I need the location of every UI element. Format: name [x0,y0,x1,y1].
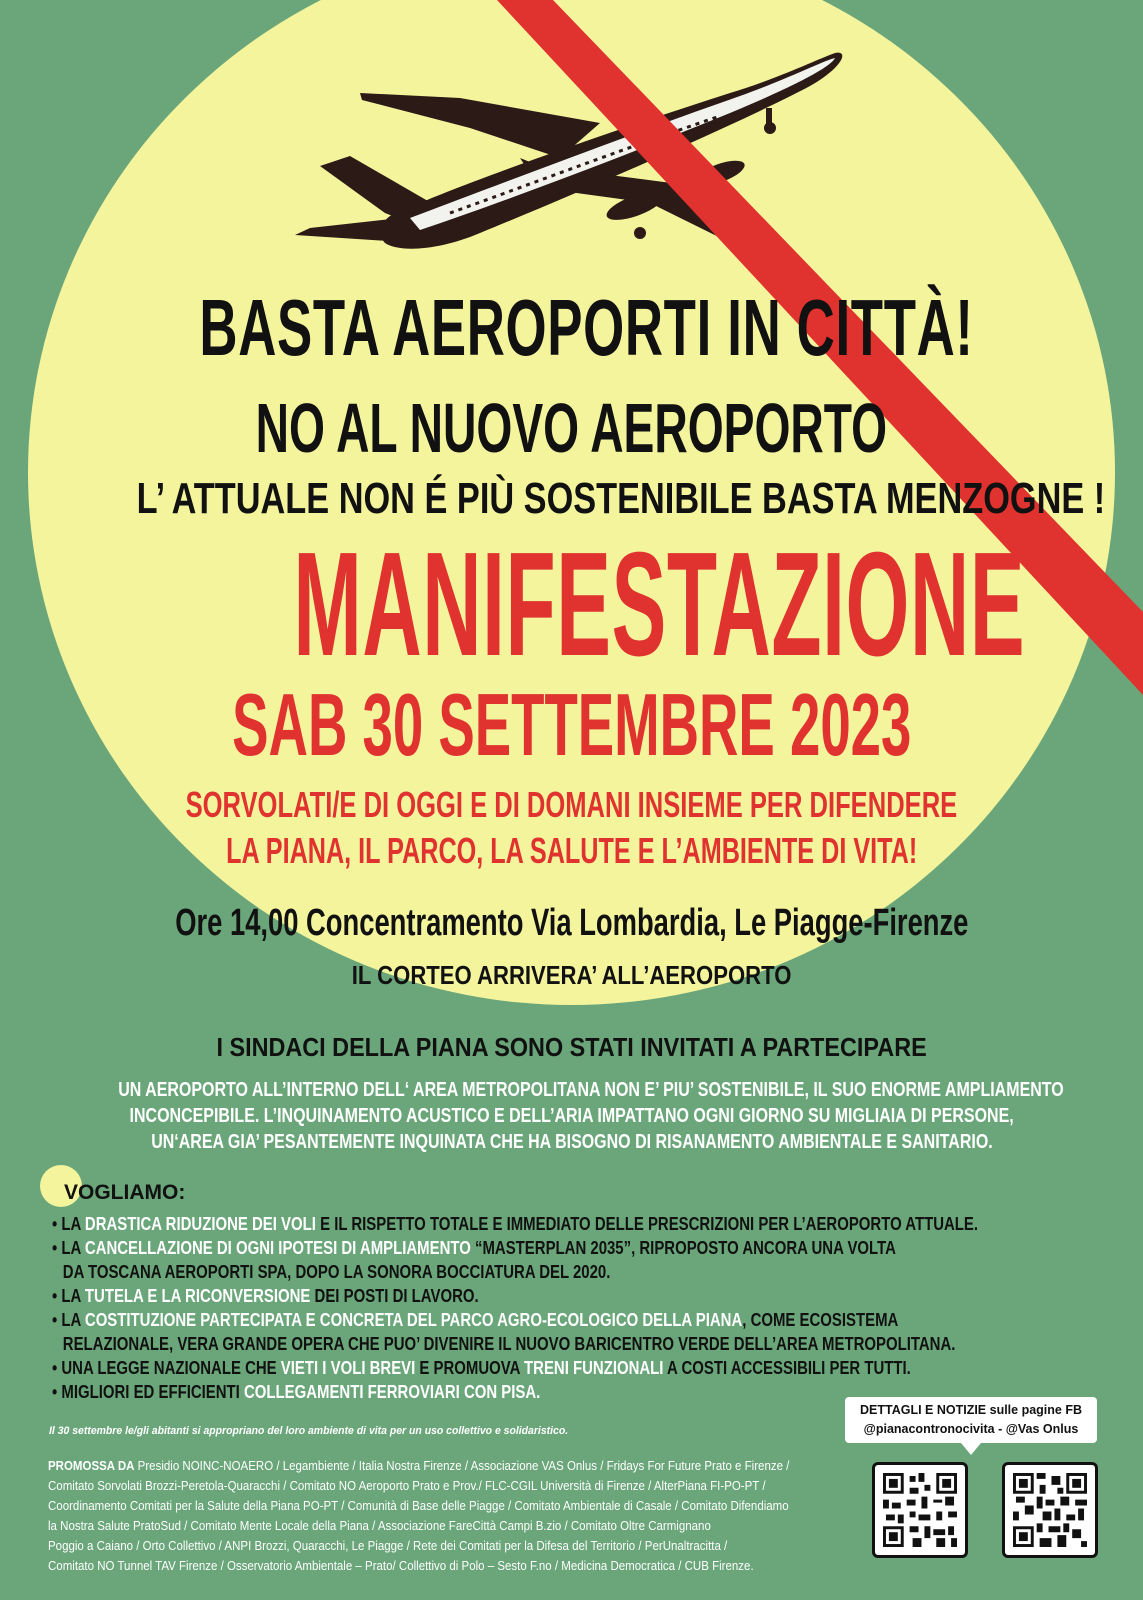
paragraph-line: UN‘AREA GIA’ PESANTEMENTE INQUINATA CHE HA BISOGNO DI RISANAMENTO AMBIENTALE E SANITARIO. [150,1131,993,1153]
intro-paragraph [0,1077,1143,1155]
headline-sub: NO AL NUOVO AEROPORTO [255,389,888,467]
demands-list [52,1212,1143,1404]
qr-code-icon[interactable] [1002,1462,1098,1558]
event-date: SAB 30 SETTEMBRE 2023 [231,675,912,774]
list-item: • UNA LEGGE NAZIONALE CHE VIETI I VOLI BREVI E PROMUOVA TRENI FUNZIONALI A COSTI ACCESSIBILI PER TUTTI. [52,1358,911,1378]
mayors-invited: I SINDACI DELLA PIANA SONO STATI INVITATI A PARTECIPARE [216,1032,927,1062]
demands-heading: VOGLIAMO: [64,1181,186,1204]
qr-code-icon[interactable] [872,1462,968,1558]
headline-main: BASTA AEROPORTI IN CITTÀ! [199,283,974,372]
route-info: IL CORTEO ARRIVERA’ ALL’AEROPORTO [351,960,792,990]
promoters-label: PROMOSSA DA [48,1459,135,1473]
list-item: • LA TUTELA E LA RICONVERSIONE DEI POSTI DI LAVORO. [52,1286,479,1306]
list-item: • MIGLIORI ED EFFICIENTI COLLEGAMENTI FERROVIARI CON PISA. [52,1382,541,1402]
event-slogan-1: SORVOLATI/E DI OGGI E DI DOMANI INSIEME PER DIFENDERE [185,784,958,825]
list-item: • LA CANCELLAZIONE DI OGNI IPOTESI DI AMPLIAMENTO “MASTERPLAN 2035”, RIPROPOSTO ANCORA UNA VOLTA [52,1238,896,1258]
footnote: Il 30 settembre le/gli abitanti si appropriano del loro ambiente di vita per un uso collettivo e solidaristico. [49,1425,569,1437]
list-item: DA TOSCANA AEROPORTI SPA, DOPO LA SONORA BOCCIATURA DEL 2020. [62,1262,611,1282]
paragraph-line: UN AEROPORTO ALL’INTERNO DELL‘ AREA METROPOLITANA NON E’ PIU’ SOSTENIBILE, IL SUO ENORME AMPLIAMENTO [118,1079,1064,1101]
meeting-point: Ore 14,00 Concentramento Via Lombardia, Le Piagge-Firenze [174,902,969,944]
list-item: • LA DRASTICA RIDUZIONE DEI VOLI E IL RISPETTO TOTALE E IMMEDIATO DELLE PRESCRIZIONI PER L’AEROPORTO ATTUALE. [52,1214,979,1234]
paragraph-line: INCONCEPIBILE. L’INQUINAMENTO ACUSTICO E DELL’ARIA IMPATTANO OGNI GIORNO SU MIGLIAIA DI PERSONE, [129,1105,1014,1127]
facebook-callout: DETTAGLI E NOTIZIE sulle pagine FB @pianacontronocivita - @Vas Onlus [845,1397,1097,1443]
event-title: MANIFESTAZIONE [293,522,1026,687]
list-item: RELAZIONALE, VERA GRANDE OPERA CHE PUO’ DIVENIRE IL NUOVO BARICENTRO VERDE DELL’AREA METROPOLITANA. [62,1334,956,1354]
promoters: PROMOSSA DA Presidio NOINC-NOAERO / Legambiente / Italia Nostra Firenze / Associazione VAS Onlus / Fridays For Future Prato e Firenze / Comitato Sorvolati Brozzi-Peretola-Quaracchi / Comitato NO Aeroporto Prato e Prov./ FLC-CGIL Università di Firenze / AlterPiana FI-PO-PT / Coordinamento Comitati per la Salute della Piana PO-PT / Comunità di Base delle Piagge / Comitato Ambientale di Casale / Comitato Difendiamo la Nostra Salute PratoSud / Comitato Mente Locale della Piana / Associazione FareCittà Campi B.zio / Comitato Oltre Carmignano Poggio a Caiano / Orto Collettivo / ANPI Brozzi, Quaracchi, Le Piagge / Rete dei Comitati per la Difesa del Territorio / PerUnaltracitta / Comitato NO Tunnel TAV Firenze / Osservatorio Ambientale – Prato/ Collettivo di Polo – Sesto F.no / Medicina Democratica / CUB Firenze. [48,1459,790,1573]
list-item: • LA COSTITUZIONE PARTECIPATA E CONCRETA DEL PARCO AGRO-ECOLOGICO DELLA PIANA, COME ECOSISTEMA [52,1310,899,1330]
event-slogan-2: LA PIANA, IL PARCO, LA SALUTE E L’AMBIENTE DI VITA! [225,830,918,871]
headline-tagline: L’ ATTUALE NON É PIÙ SOSTENIBILE BASTA MENZOGNE ! [136,474,1106,523]
